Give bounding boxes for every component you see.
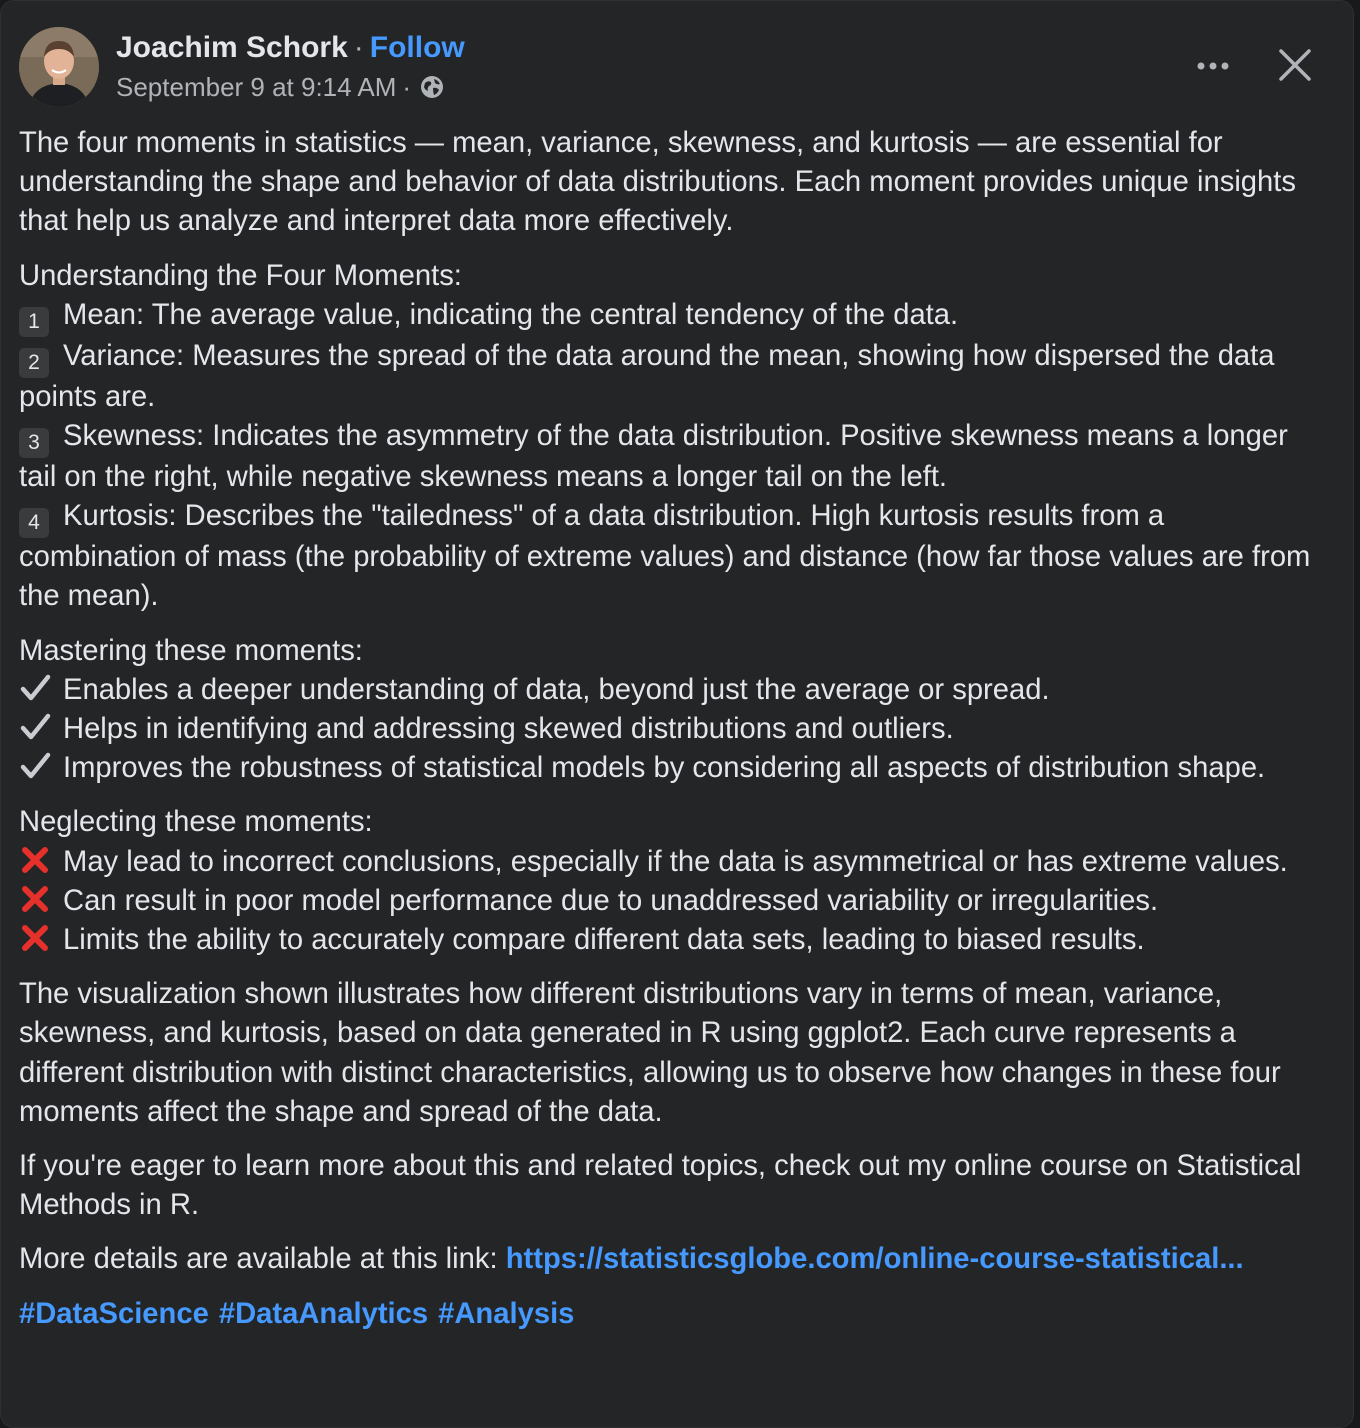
moment-item [19, 337, 1329, 417]
moment-item [19, 296, 1329, 337]
hashtag-dataanalytics[interactable]: #DataAnalytics [218, 1297, 429, 1330]
mastering-heading: Mastering these moments: [19, 634, 363, 667]
mastering-item [19, 710, 1329, 749]
moment-item [19, 497, 1329, 616]
checkmark-icon [19, 711, 51, 743]
neglecting-item [19, 882, 1329, 921]
mastering-item [19, 749, 1329, 788]
hashtags [19, 1295, 1329, 1334]
post-body [19, 124, 1329, 1349]
neglecting-item [19, 843, 1329, 882]
author-line [116, 30, 465, 66]
neglecting-heading: Neglecting these moments: [19, 806, 373, 839]
neglecting-text: Limits the ability to accurately compare different data sets, leading to biased results. [63, 924, 1145, 957]
mastering-text: Improves the robustness of statistical models by considering all aspects of distribution shape. [63, 752, 1266, 785]
cross-mark-icon [19, 922, 51, 954]
intro-paragraph: The four moments in statistics — mean, variance, skewness, and kurtosis — are essential for understanding the shape and behavior of data distributions. Each moment provides unique insights that help us analyze and interpret data more effectively. [19, 127, 1296, 238]
meta-separator: · [402, 72, 412, 102]
neglecting-section [19, 803, 1329, 960]
neglecting-text: May lead to incorrect conclusions, especially if the data is asymmetrical or has extreme values. [63, 845, 1288, 878]
keycap-4-icon: 4 [19, 508, 49, 538]
moment-text: Kurtosis: Describes the "tailedness" of a data distribution. High kurtosis results from a combination of mass (the probability of extreme values) and distance (how far those values are from the mean). [19, 500, 1311, 613]
mastering-section [19, 632, 1329, 789]
moments-heading: Understanding the Four Moments: [19, 259, 462, 292]
keycap-2-icon: 2 [19, 348, 49, 378]
moment-text: Skewness: Indicates the asymmetry of the data distribution. Positive skewness means a longer tail on the right, while negative skewness means a longer tail on the left. [19, 420, 1288, 494]
moment-text: Variance: Measures the spread of the data around the mean, showing how dispersed the data points are. [19, 339, 1275, 413]
mastering-text: Enables a deeper understanding of data, beyond just the average or spread. [63, 673, 1050, 706]
mastering-item [19, 671, 1329, 710]
link-prefix: More details are available at this link: [19, 1243, 506, 1276]
link-paragraph [19, 1240, 1329, 1279]
moment-text: Mean: The average value, indicating the central tendency of the data. [63, 298, 959, 331]
keycap-1-icon: 1 [19, 307, 49, 337]
post-meta [116, 71, 445, 103]
author-name[interactable]: Joachim Schork [116, 31, 348, 64]
post-timestamp[interactable]: September 9 at 9:14 AM [116, 72, 397, 102]
globe-icon[interactable] [419, 74, 445, 100]
more-options-icon[interactable] [1193, 51, 1233, 81]
avatar[interactable] [19, 27, 99, 107]
keycap-3-icon: 3 [19, 428, 49, 458]
course-paragraph: If you're eager to learn more about this and related topics, check out my online course on Statistical Methods in R. [19, 1150, 1302, 1222]
neglecting-text: Can result in poor model performance due to unaddressed variability or irregularities. [63, 884, 1159, 917]
visualization-paragraph: The visualization shown illustrates how different distributions vary in terms of mean, variance, skewness, and kurtosis, based on data generated in R using ggplot2. Each curve represents a different distribution with distinct characteristics, allowing us to observe how changes in these four moments affect the shape and spread of the data. [19, 978, 1281, 1128]
cross-mark-icon [19, 844, 51, 876]
close-icon[interactable] [1273, 43, 1317, 87]
cross-mark-icon [19, 883, 51, 915]
hashtag-analysis[interactable]: #Analysis [438, 1297, 575, 1330]
checkmark-icon [19, 672, 51, 704]
moments-section [19, 257, 1329, 617]
follow-button[interactable]: Follow [369, 31, 465, 64]
course-link[interactable]: https://statisticsglobe.com/online-course-statistical... [505, 1243, 1244, 1276]
mastering-text: Helps in identifying and addressing skewed distributions and outliers. [63, 713, 954, 746]
checkmark-icon [19, 750, 51, 782]
separator-dot: · [353, 31, 364, 64]
moment-item [19, 417, 1329, 497]
neglecting-item [19, 921, 1329, 960]
hashtag-datascience[interactable]: #DataScience [19, 1297, 209, 1330]
post-header [19, 27, 1323, 107]
